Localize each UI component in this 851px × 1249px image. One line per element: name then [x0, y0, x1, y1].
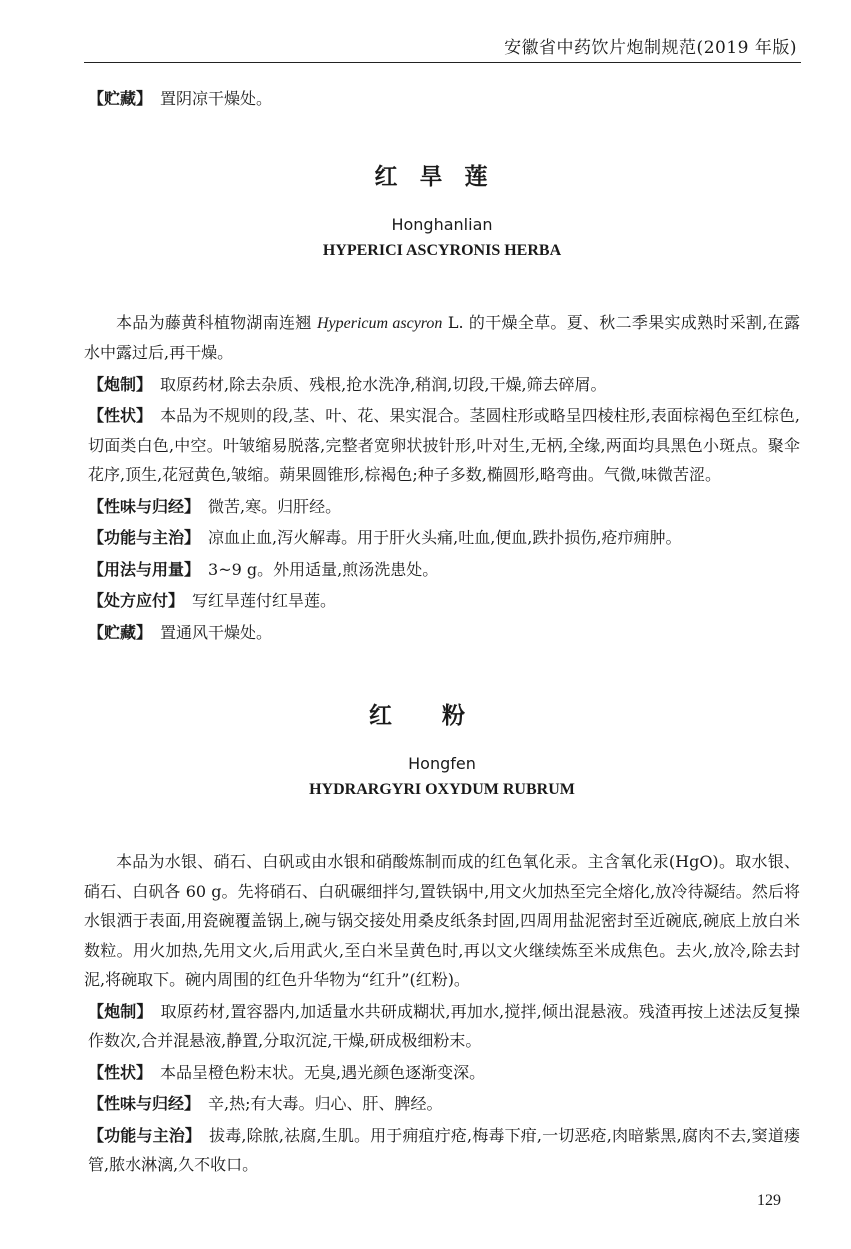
entry1-dosage [88, 555, 800, 585]
entry1-dosage-text: 3~9 g。外用适量,煎汤洗患处。 [208, 559, 439, 579]
entry-hongfen [84, 699, 800, 1180]
entry2-description-label: 【性状】 [88, 1062, 153, 1082]
entry1-storage [88, 618, 800, 648]
top-storage-paragraph [88, 84, 800, 114]
entry2-intro: 本品为水银、硝石、白矾或由水银和硝酸炼制而成的红色氧化汞。主含氧化汞(HgO)。取水银、硝石、白矾各 60 g。先将硝石、白矾碾细拌匀,置铁锅中,用文火加热至完全熔化,放冷待凝结。然后将水银洒于表面,用瓷碗覆盖锅上,碗与锅交接处用桑皮纸条封固,四周用盐泥密封至近碗底,碗底上放白米数粒。用火加热,先用文火,后用武火,至白米呈黄色时,再以文火继续炼至米成焦色。去火,放冷,除去封泥,将碗取下。碗内周围的红色升华物为“红升”(红粉)。 [84, 852, 800, 989]
entry-honghanlian [84, 160, 800, 648]
entry2-function [88, 1121, 800, 1180]
entry2-title: 红粉 [369, 703, 515, 729]
entry1-description-text: 本品为不规则的段,茎、叶、花、果实混合。茎圆柱形或略呈四棱柱形,表面棕褐色至红棕色,切面类白色,中空。叶皱缩易脱落,完整者宽卵状披针形,叶对生,无柄,全缘,两面均具黑色小斑点。聚伞花序,顶生,花冠黄色,皱缩。蒴果圆锥形,棕褐色;种子多数,椭圆形,略弯曲。气微,味微苦涩。 [88, 406, 800, 484]
entry1-description [88, 401, 800, 490]
entry1-title: 红旱莲 [374, 163, 510, 190]
header-title: 安徽省中药饮片炮制规范(2019 年版) [504, 38, 797, 58]
entry1-storage-text: 置通风干燥处。 [160, 622, 273, 642]
entry1-prescription-text: 写红旱莲付红旱莲。 [192, 591, 337, 610]
entry2-processing-text: 取原药材,置容器内,加适量水共研成糊状,再加水,搅拌,倾出混悬液。残渣再按上述法反复操作数次,合并混悬液,静置,分取沉淀,干燥,研成极细粉末。 [88, 1001, 800, 1050]
entry1-nature-label: 【性味与归经】 [88, 496, 201, 516]
entry2-latin: HYDRARGYRI OXYDUM RUBRUM [309, 781, 575, 798]
entry1-processing [88, 370, 800, 400]
entry1-description-label: 【性状】 [88, 406, 153, 425]
entry1-processing-label: 【炮制】 [88, 374, 153, 394]
entry1-storage-label: 【贮藏】 [88, 622, 153, 642]
entry2-processing [88, 997, 800, 1056]
entry2-processing-label: 【炮制】 [88, 1001, 153, 1021]
entry2-description-text: 本品呈橙色粉末状。无臭,遇光颜色逐渐变深。 [160, 1062, 486, 1082]
entry1-dosage-label: 【用法与用量】 [88, 559, 201, 579]
entry2-nature-label: 【性味与归经】 [88, 1094, 201, 1113]
entry2-nature [88, 1089, 800, 1119]
entry2-pinyin: Hongfen [408, 754, 476, 773]
page-content [84, 82, 800, 1180]
entry1-function-text: 凉血止血,泻火解毒。用于肝火头痛,吐血,便血,跌扑损伤,疮疖痈肿。 [208, 528, 682, 547]
top-storage-label: 【贮藏】 [88, 89, 153, 108]
entry1-intro-latin: Hypericum ascyron [316, 314, 443, 332]
entry1-pinyin: Honghanlian [391, 214, 493, 234]
entry1-function-label: 【功能与主治】 [88, 528, 201, 547]
entry1-intro-pre: 本品为藤黄科植物湖南连翘 [116, 312, 317, 332]
entry1-latin: HYPERICI ASCYRONIS HERBA [322, 241, 562, 259]
entry1-nature [88, 492, 800, 522]
entry1-prescription-label: 【处方应付】 [88, 591, 185, 610]
page-number: 129 [757, 1192, 781, 1209]
top-storage-text: 置阴凉干燥处。 [160, 89, 273, 108]
entry1-function [88, 523, 800, 553]
running-header [84, 30, 801, 63]
entry1-nature-text: 微苦,寒。归肝经。 [208, 496, 342, 516]
entry1-intro [84, 308, 800, 368]
entry1-intro-post: L. 的干燥全草。夏、秋二季果实成熟时采割,在露水中露过后,再干燥。 [84, 312, 800, 362]
entry2-function-text: 拔毒,除脓,祛腐,生肌。用于痈疽疔疮,梅毒下疳,一切恶疮,肉暗紫黑,腐肉不去,窦道瘘管,脓水淋漓,久不收口。 [88, 1125, 800, 1174]
entry2-function-label: 【功能与主治】 [88, 1125, 202, 1145]
entry2-nature-text: 辛,热;有大毒。归心、肝、脾经。 [208, 1094, 443, 1113]
entry1-prescription [88, 586, 800, 616]
entry1-processing-text: 取原药材,除去杂质、残根,抢水洗净,稍润,切段,干燥,筛去碎屑。 [160, 374, 607, 394]
entry2-description [88, 1058, 800, 1088]
